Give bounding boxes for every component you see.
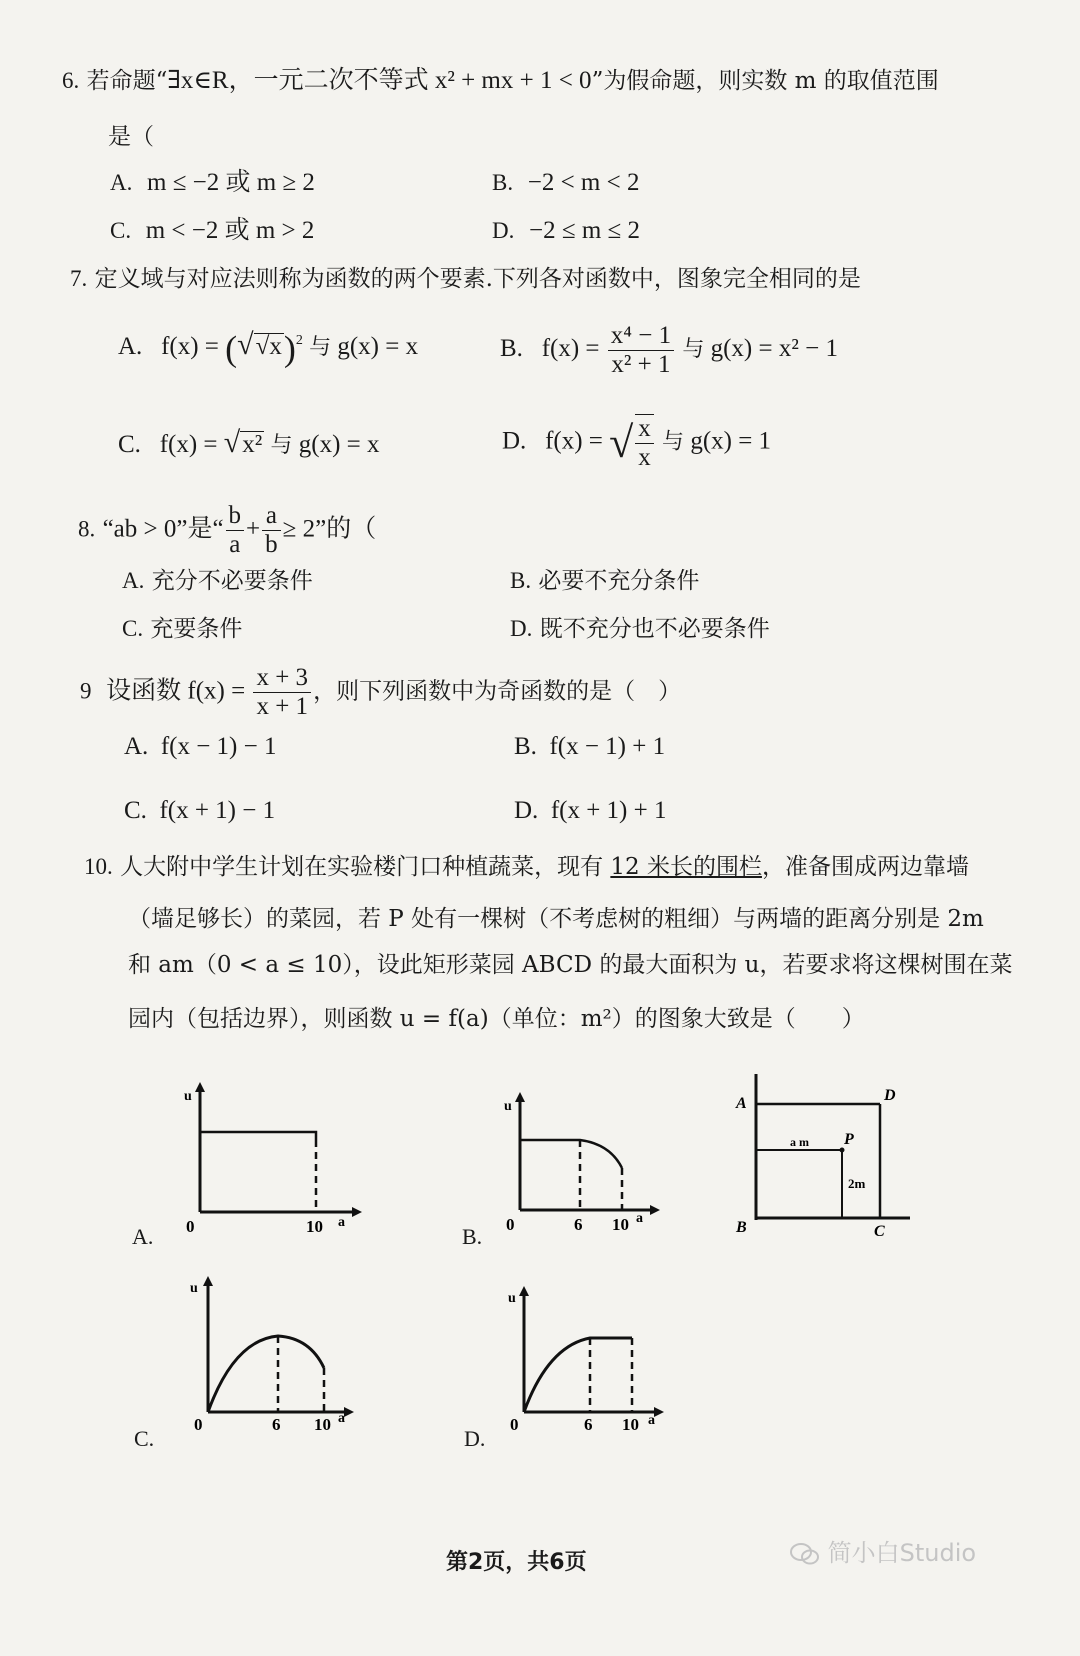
origin-label: 0 bbox=[510, 1415, 519, 1434]
option-text: 既不充分也不必要条件 bbox=[539, 616, 770, 642]
q9-stem bbox=[80, 664, 681, 721]
q10-number: 10. bbox=[84, 854, 113, 879]
q7-option-d: D. f(x) = √ $\frac{x}{x}$ 与 g(x) = 1 bbox=[502, 415, 772, 471]
ten-label: 10 bbox=[622, 1415, 639, 1434]
a-label: a bbox=[648, 1413, 655, 1428]
garden-diagram bbox=[730, 1070, 920, 1240]
q10-line3: 和 am（0 < a ≤ 10），设此矩形菜园 ABCD 的最大面积为 u，若要求将这棵树围在菜 bbox=[128, 952, 1013, 978]
ten-label: 10 bbox=[612, 1215, 629, 1234]
q10-graph-c bbox=[178, 1270, 368, 1440]
conj: 与 bbox=[270, 432, 293, 457]
six-label: 6 bbox=[584, 1415, 593, 1434]
q6-option-d bbox=[492, 216, 640, 246]
q10-graph-a bbox=[172, 1080, 372, 1240]
six-label: 6 bbox=[574, 1215, 583, 1234]
q10-graph-b bbox=[492, 1088, 672, 1238]
frac-den: x + 1 bbox=[253, 692, 311, 721]
q10-line2: （墙足够长）的菜园，若 P 处有一棵树（不考虑树的粗细）与两墙的距离分别是 2m bbox=[128, 906, 984, 932]
q7c-rad: x² bbox=[242, 431, 263, 458]
q9-number: 9 bbox=[80, 678, 92, 704]
q7-option-a: A. $f(x) = (√√x)^2$ 与 g(x) = x bbox=[118, 328, 419, 369]
q7-option-c: C. f(x) = √x² 与 g(x) = x bbox=[118, 426, 380, 459]
x-arrow bbox=[650, 1205, 660, 1215]
option-text: 充要条件 bbox=[150, 616, 243, 642]
curve bbox=[200, 1132, 316, 1140]
option-text: f(x + 1) − 1 bbox=[159, 797, 276, 824]
q7b-frac bbox=[608, 322, 674, 379]
origin-label: 0 bbox=[194, 1415, 203, 1434]
u-label: u bbox=[508, 1291, 516, 1306]
tree-point bbox=[840, 1148, 845, 1153]
q8-option-d bbox=[510, 614, 770, 644]
curve bbox=[524, 1338, 632, 1412]
option-label: A. bbox=[122, 568, 145, 593]
q10-option-b-label: B. bbox=[462, 1224, 483, 1249]
q7a-f: f(x) = bbox=[161, 333, 226, 360]
curve bbox=[208, 1336, 324, 1412]
q7-text: 定义域与对应法则称为函数的两个要素.下列各对函数中，图象完全相同的是 bbox=[94, 266, 861, 292]
q10-line1-pre: 人大附中学生计划在实验楼门口种植蔬菜，现有 bbox=[120, 854, 604, 880]
option-label: A. bbox=[118, 333, 143, 360]
q7b-g: g(x) = x² − 1 bbox=[710, 335, 838, 363]
x-arrow bbox=[344, 1407, 354, 1417]
a-label: a bbox=[338, 1411, 345, 1426]
frac-num: b bbox=[228, 502, 242, 529]
origin-label: 0 bbox=[186, 1217, 195, 1236]
q6-option-a bbox=[110, 168, 315, 198]
q7a-base: √x bbox=[255, 333, 282, 360]
conj: 与 bbox=[662, 428, 685, 454]
wechat-icon bbox=[790, 1542, 820, 1566]
q7b-f: f(x) = bbox=[541, 335, 606, 363]
q6-line2: 是（ bbox=[108, 124, 154, 150]
q7d-den: x bbox=[635, 443, 654, 472]
q9-text-post: ，则下列函数中为奇函数的是（ ） bbox=[313, 678, 682, 705]
y-arrow bbox=[203, 1276, 213, 1286]
u-label: u bbox=[184, 1089, 192, 1104]
option-text: f(x − 1) + 1 bbox=[549, 733, 666, 760]
q7-stem bbox=[70, 264, 861, 294]
q7a-g: g(x) = x bbox=[337, 333, 419, 360]
q10-graph-d bbox=[500, 1280, 680, 1440]
label-P: P bbox=[844, 1131, 854, 1148]
q7c-g: g(x) = x bbox=[298, 431, 380, 458]
option-text: m ≤ −2 或 m ≥ 2 bbox=[147, 169, 315, 196]
q6-line1 bbox=[62, 66, 939, 96]
option-label: D. bbox=[492, 218, 515, 243]
q7d-num: x bbox=[638, 415, 651, 442]
watermark-text: 简小白Studio bbox=[827, 1539, 977, 1567]
frac-den: a bbox=[226, 530, 245, 559]
q10-option-c-label: C. bbox=[134, 1426, 155, 1451]
q6-text-post: ”为假命题，则实数 m 的取值范围 bbox=[591, 68, 939, 94]
a-label: a bbox=[338, 1215, 345, 1230]
q7a-exp: 2 bbox=[295, 333, 303, 348]
option-label: B. bbox=[510, 568, 532, 593]
q8-option-c bbox=[122, 614, 242, 644]
option-text: 充分不必要条件 bbox=[151, 568, 313, 594]
q6-option-b bbox=[492, 168, 639, 198]
q9-option-d bbox=[514, 796, 667, 826]
q9-option-c bbox=[124, 796, 275, 826]
q10-line4: 园内（包括边界），则函数 u = f(a)（单位：m²）的图象大致是（ ） bbox=[128, 1006, 865, 1032]
q10-line1-post: ，准备围成两边靠墙 bbox=[761, 854, 969, 880]
y-arrow bbox=[515, 1092, 525, 1102]
option-label: B. bbox=[514, 733, 537, 760]
q8-text-pre: “ab > 0”是“ bbox=[102, 515, 224, 543]
option-label: A. bbox=[124, 733, 149, 760]
ten-label: 10 bbox=[314, 1415, 331, 1434]
label-2m: 2m bbox=[848, 1176, 866, 1191]
q8-frac2 bbox=[262, 502, 281, 559]
q8-stem bbox=[78, 502, 376, 559]
ten-label: 10 bbox=[306, 1217, 323, 1236]
q7-option-b bbox=[500, 322, 838, 379]
q7d-f: f(x) = bbox=[545, 427, 610, 455]
option-text: 必要不充分条件 bbox=[538, 568, 700, 594]
q10-line1-mid: 12 米长的围栏 bbox=[610, 854, 762, 880]
u-label: u bbox=[190, 1281, 198, 1296]
q8-plus: + bbox=[246, 515, 261, 543]
option-text: m < −2 或 m > 2 bbox=[145, 217, 315, 244]
option-label: C. bbox=[122, 616, 144, 641]
x-arrow bbox=[352, 1207, 362, 1217]
q8-number: 8. bbox=[78, 516, 96, 542]
option-label: C. bbox=[118, 431, 141, 458]
six-label: 6 bbox=[272, 1415, 281, 1434]
option-text: f(x + 1) + 1 bbox=[550, 797, 667, 824]
frac-num: a bbox=[265, 502, 277, 529]
conj: 与 bbox=[309, 334, 332, 359]
frac-den: b bbox=[262, 530, 281, 559]
q9-option-a bbox=[124, 732, 277, 762]
frac-num: x + 3 bbox=[256, 664, 309, 691]
page-footer: 第2页，共6页 bbox=[446, 1550, 587, 1575]
q6-proposition: ∃x∈R，一元二次不等式 x² + mx + 1 < 0 bbox=[167, 67, 592, 94]
q6-option-c bbox=[110, 216, 314, 246]
label-C: C bbox=[874, 1223, 885, 1240]
q6-text-pre: 若命题“ bbox=[86, 68, 168, 94]
option-label: D. bbox=[514, 797, 539, 824]
q8-text-post: ≥ 2”的（ bbox=[282, 515, 377, 543]
option-label: C. bbox=[124, 797, 147, 824]
q10-option-a-label: A. bbox=[132, 1224, 154, 1249]
q10-option-d-label: D. bbox=[464, 1426, 486, 1451]
q6-number: 6. bbox=[62, 68, 80, 93]
curve bbox=[520, 1140, 622, 1168]
option-label: D. bbox=[502, 427, 527, 455]
label-A: A bbox=[736, 1095, 747, 1112]
q7-number: 7. bbox=[70, 266, 88, 291]
conj: 与 bbox=[682, 336, 705, 362]
q7b-num: x⁴ − 1 bbox=[610, 322, 672, 349]
a-label: a bbox=[636, 1211, 643, 1226]
q9-option-b bbox=[514, 732, 665, 762]
label-B: B bbox=[736, 1219, 747, 1236]
origin-label: 0 bbox=[506, 1215, 515, 1234]
label-D: D bbox=[884, 1087, 896, 1104]
y-arrow bbox=[195, 1082, 205, 1092]
option-label: A. bbox=[110, 170, 133, 195]
option-label: B. bbox=[500, 335, 523, 363]
q10-line1 bbox=[84, 852, 969, 882]
q7d-frac bbox=[635, 414, 654, 472]
option-label: C. bbox=[110, 218, 132, 243]
q7b-den: x² + 1 bbox=[608, 350, 674, 379]
q8-option-b bbox=[510, 566, 699, 596]
q7d-g: g(x) = 1 bbox=[690, 427, 772, 455]
watermark bbox=[790, 1538, 976, 1568]
option-text: f(x − 1) − 1 bbox=[160, 733, 277, 760]
label-am: a m bbox=[790, 1135, 809, 1149]
q9-frac bbox=[253, 664, 311, 721]
q8-frac1 bbox=[226, 502, 245, 559]
option-text: −2 ≤ m ≤ 2 bbox=[529, 217, 640, 244]
q9-text-pre: 设函数 f(x) = bbox=[106, 677, 252, 705]
q8-option-a bbox=[122, 566, 313, 596]
option-label: D. bbox=[510, 616, 533, 641]
option-text: −2 < m < 2 bbox=[527, 169, 640, 196]
option-label: B. bbox=[492, 170, 514, 195]
u-label: u bbox=[504, 1099, 512, 1114]
x-arrow bbox=[654, 1407, 664, 1417]
y-arrow bbox=[519, 1286, 529, 1296]
q7c-f: f(x) = bbox=[159, 431, 224, 458]
